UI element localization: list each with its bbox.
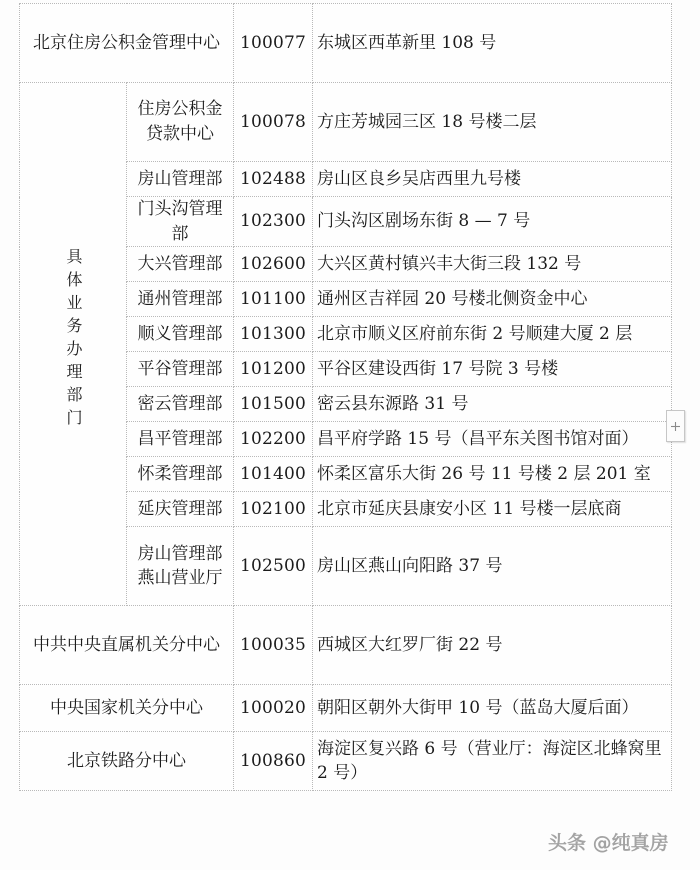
cell-office-name: 北京住房公积金管理中心 (20, 4, 234, 83)
table-row (20, 606, 672, 685)
cell-office-name: 门头沟管理部 (127, 197, 234, 247)
cell-office-address: 方庄芳城园三区 18 号楼二层 (313, 83, 672, 162)
cell-office-name: 顺义管理部 (127, 317, 234, 352)
cell-office-code: 100078 (234, 83, 313, 162)
cell-office-name: 延庆管理部 (127, 492, 234, 527)
cell-office-name: 中央国家机关分中心 (20, 685, 234, 732)
cell-office-address: 房山区燕山向阳路 37 号 (313, 527, 672, 606)
cell-office-address: 西城区大红罗厂街 22 号 (313, 606, 672, 685)
cell-office-address: 昌平府学路 15 号（昌平东关图书馆对面） (313, 422, 672, 457)
cell-office-code: 100077 (234, 4, 313, 83)
cell-office-code: 101100 (234, 282, 313, 317)
cell-office-code: 101400 (234, 457, 313, 492)
cell-group-label (20, 83, 127, 606)
cell-office-code: 100035 (234, 606, 313, 685)
cell-office-address: 平谷区建设西街 17 号院 3 号楼 (313, 352, 672, 387)
cell-office-name: 平谷管理部 (127, 352, 234, 387)
cell-office-address: 东城区西革新里 108 号 (313, 4, 672, 83)
table-row (20, 732, 672, 791)
cell-office-address: 海淀区复兴路 6 号（营业厅：海淀区北蜂窝里 2 号） (313, 732, 672, 791)
cell-office-address: 大兴区黄村镇兴丰大街三段 132 号 (313, 247, 672, 282)
cell-office-name: 怀柔管理部 (127, 457, 234, 492)
cell-office-code: 102488 (234, 162, 313, 197)
cell-office-code: 102100 (234, 492, 313, 527)
cell-office-name: 通州管理部 (127, 282, 234, 317)
cell-office-name: 房山管理部 (127, 162, 234, 197)
cell-office-code: 101200 (234, 352, 313, 387)
cell-office-address: 房山区良乡吴店西里九号楼 (313, 162, 672, 197)
cell-office-name: 昌平管理部 (127, 422, 234, 457)
housing-fund-offices-table (19, 3, 672, 791)
cell-office-code: 100860 (234, 732, 313, 791)
cell-office-address: 通州区吉祥园 20 号楼北侧资金中心 (313, 282, 672, 317)
cell-office-code: 101300 (234, 317, 313, 352)
cell-office-code: 102500 (234, 527, 313, 606)
insert-row-plus-icon[interactable] (666, 410, 685, 442)
cell-office-name: 北京铁路分中心 (20, 732, 234, 791)
cell-office-code: 102200 (234, 422, 313, 457)
cell-office-code: 101500 (234, 387, 313, 422)
cell-office-code: 102300 (234, 197, 313, 247)
cell-office-address: 密云县东源路 31 号 (313, 387, 672, 422)
table-row (20, 83, 672, 162)
cell-office-address: 怀柔区富乐大街 26 号 11 号楼 2 层 201 室 (313, 457, 672, 492)
cell-office-code: 102600 (234, 247, 313, 282)
cell-office-name: 房山管理部燕山营业厅 (127, 527, 234, 606)
cell-office-name: 密云管理部 (127, 387, 234, 422)
cell-office-address: 北京市延庆县康安小区 11 号楼一层底商 (313, 492, 672, 527)
cell-office-code: 100020 (234, 685, 313, 732)
table-body (20, 4, 672, 791)
table-row (20, 4, 672, 83)
cell-office-name: 中共中央直属机关分中心 (20, 606, 234, 685)
table-row (20, 685, 672, 732)
cell-office-address: 门头沟区剧场东街 8 — 7 号 (313, 197, 672, 247)
watermark-text: 头条 @纯真房 (548, 832, 669, 854)
group-label-vertical-text: 具体业务办理部门 (64, 248, 83, 433)
cell-office-address: 朝阳区朝外大街甲 10 号（蓝岛大厦后面） (313, 685, 672, 732)
cell-office-name: 住房公积金贷款中心 (127, 83, 234, 162)
cell-office-name: 大兴管理部 (127, 247, 234, 282)
cell-office-address: 北京市顺义区府前东街 2 号顺建大厦 2 层 (313, 317, 672, 352)
